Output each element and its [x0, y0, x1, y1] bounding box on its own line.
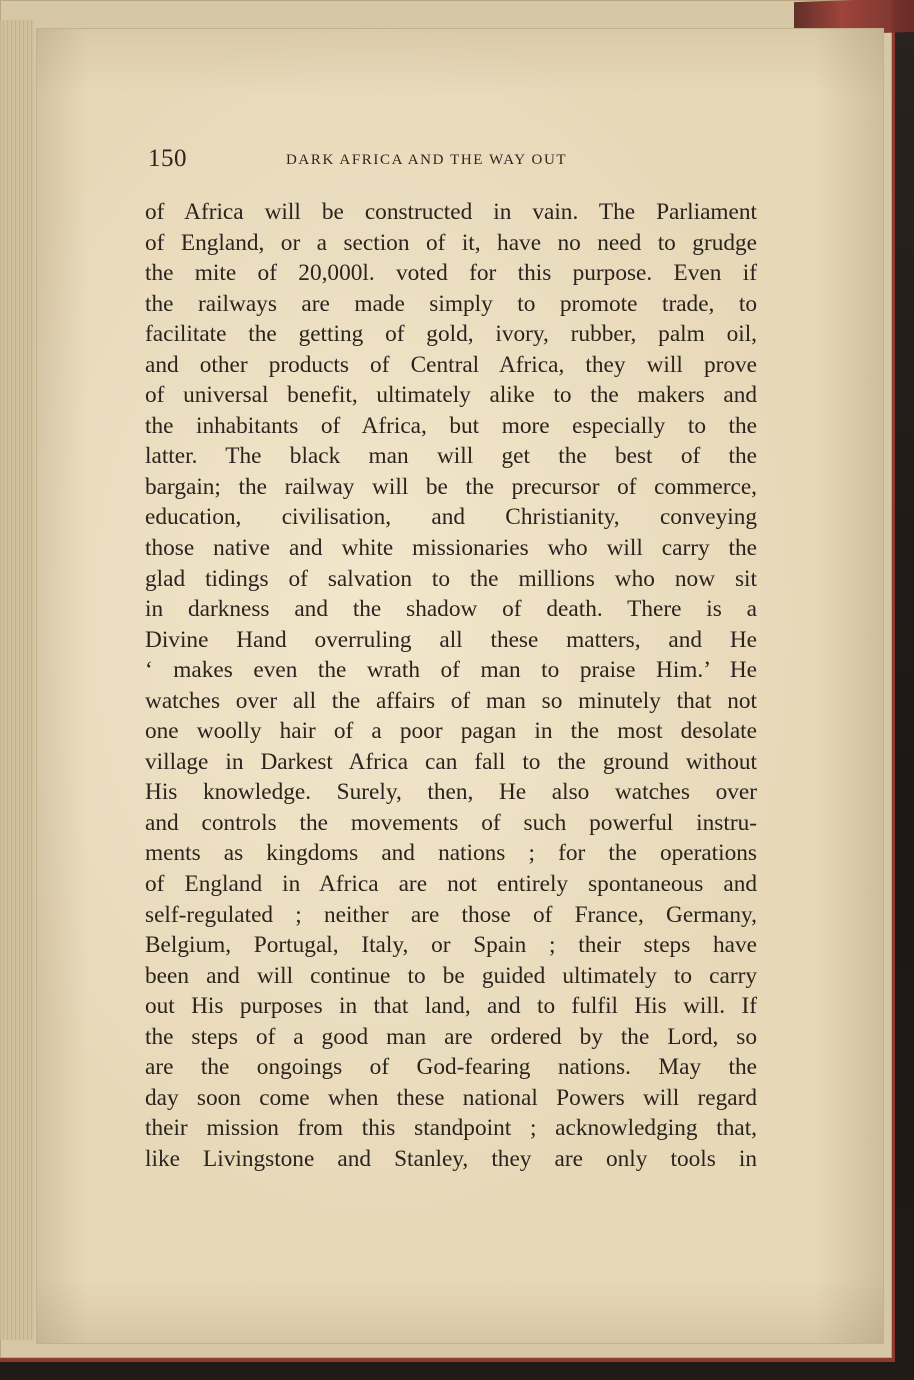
- text-line: in darkness and the shadow of death. There is a: [145, 596, 757, 623]
- text-line: Belgium, Portugal, Italy, or Spain ; their steps have: [145, 932, 757, 959]
- text-line: the mite of 20,000l. voted for this purpose. Even if: [145, 260, 757, 287]
- text-line: and controls the movements of such powerful instru-: [145, 809, 757, 836]
- text-line: latter. The black man will get the best of the: [145, 443, 757, 470]
- text-line: the inhabitants of Africa, but more especially to the: [145, 412, 757, 439]
- text-line: been and will continue to be guided ultimately to carry: [145, 962, 757, 989]
- text-line: self-regulated ; neither are those of France, Germany,: [145, 901, 757, 928]
- text-line: are the ongoings of God-fearing nations. May the: [145, 1054, 757, 1081]
- page-block-edge: [0, 20, 34, 1340]
- text-line: of universal benefit, ultimately alike to the makers and: [145, 382, 757, 409]
- text-line: education, civilisation, and Christianity, conveying: [145, 504, 757, 531]
- text-line: of Africa will be constructed in vain. The Parliament: [145, 199, 757, 225]
- text-line: glad tidings of salvation to the millions who now sit: [145, 565, 757, 592]
- running-head: [148, 145, 758, 185]
- text-line: His knowledge. Surely, then, He also watches over: [145, 779, 757, 806]
- text-line: facilitate the getting of gold, ivory, rubber, palm oil,: [145, 321, 757, 348]
- text-line: their mission from this standpoint ; acknowledging that,: [145, 1115, 757, 1142]
- text-line: ‘ makes even the wrath of man to praise Him.’ He: [145, 657, 757, 684]
- text-line: day soon come when these national Powers will regard: [145, 1084, 757, 1111]
- text-line: of England, or a section of it, have no need to grudge: [145, 229, 757, 256]
- text-line: watches over all the affairs of man so minutely that not: [145, 687, 757, 714]
- text-line: bargain; the railway will be the precursor of commerce,: [145, 473, 757, 500]
- text-line: one woolly hair of a poor pagan in the most desolate: [145, 718, 757, 745]
- text-line: like Livingstone and Stanley, they are only tools in: [145, 1145, 757, 1172]
- text-line: village in Darkest Africa can fall to the ground without: [145, 748, 757, 775]
- text-line: Divine Hand overruling all these matters, and He: [145, 626, 757, 653]
- text-line: of England in Africa are not entirely spontaneous and: [145, 871, 757, 898]
- page-number: 150: [148, 145, 187, 172]
- text-line: ments as kingdoms and nations ; for the operations: [145, 840, 757, 867]
- text-line: the railways are made simply to promote trade, to: [145, 290, 757, 317]
- text-line: and other products of Central Africa, they will prove: [145, 351, 757, 378]
- text-line: the steps of a good man are ordered by the Lord, so: [145, 1023, 757, 1050]
- text-line: out His purposes in that land, and to fulfil His will. If: [145, 993, 757, 1020]
- running-title: DARK AFRICA AND THE WAY OUT: [286, 152, 568, 168]
- text-line: those native and white missionaries who will carry the: [145, 535, 757, 562]
- body-text: [145, 197, 757, 1175]
